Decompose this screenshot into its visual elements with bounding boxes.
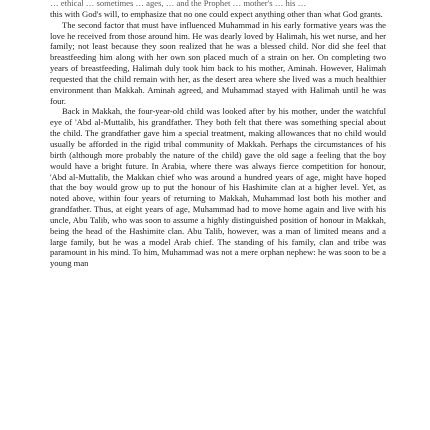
paragraph-cut-off-top: … ethical … sometimes … ages, … and the Prophet … mother's … his … bbox=[50, 0, 307, 8]
paragraph-continued: this with God's will, to emphasize that no one could expect anything other than what God grants. bbox=[50, 8, 383, 19]
paragraph-back-in-makkah: Back in Makkah, the four-year-old child was looked after by his mother, under the watchful eye of 'Abd al-Muttalib, his grandfather. They both felt that there was something special about the child. The grandfather gave him a special treatment, making allowances that no child would usually be afforded in the rigid tribal community of Makkah. Perhaps the circumstances of his birth (although more probably the nature of the child) gave the old sage a feeling that the boy would have a bright future. In Arabia, where there was always fierce competition for honour, 'Abd al-Muttalib, the Makkan chief who was around a hundred years of age, might have hoped that the boy would grow up to put the honour of his Hashimite clan at a higher level. Yet, as noted above, within four years of returning to Makkah, Muhammad lost both his mother and grandfather. Thus, at eight years of age, Muhammad had to move home again and live with his uncle, Abu Talib, who was soon to assume a highly distinguished position of honour in Makkah, being the head of the Hashimite clan. Abu Talib, however, was a man of limited means and a large family, but he was a model Arab chief. The standing of his family, clan and tribe was paramount in his mind. To him, Muhammad was not a mere orphan nephew: he was soon to be a young man bbox=[50, 106, 386, 269]
paragraph-love-received: The second factor that must have influenced Muhammad in his early formative years was the love he received from those around him. He was dearly loved by Halimah, his wet nurse, and her family; not least because they soon realized that he was a blessed child. Nor did she feel that breastfeeding him along with her own son placed much of a strain on her. On completing two years of breastfeeding, Halimah duly took him back to his mother, Aminah. However, Halimah requested that the child remain with her, as the desert area where she lived was a much healthier environment than Makkah. Aminah agreed, and Muhammad stayed with Halimah until he was four. bbox=[50, 19, 386, 106]
body-text bbox=[50, 0, 386, 269]
